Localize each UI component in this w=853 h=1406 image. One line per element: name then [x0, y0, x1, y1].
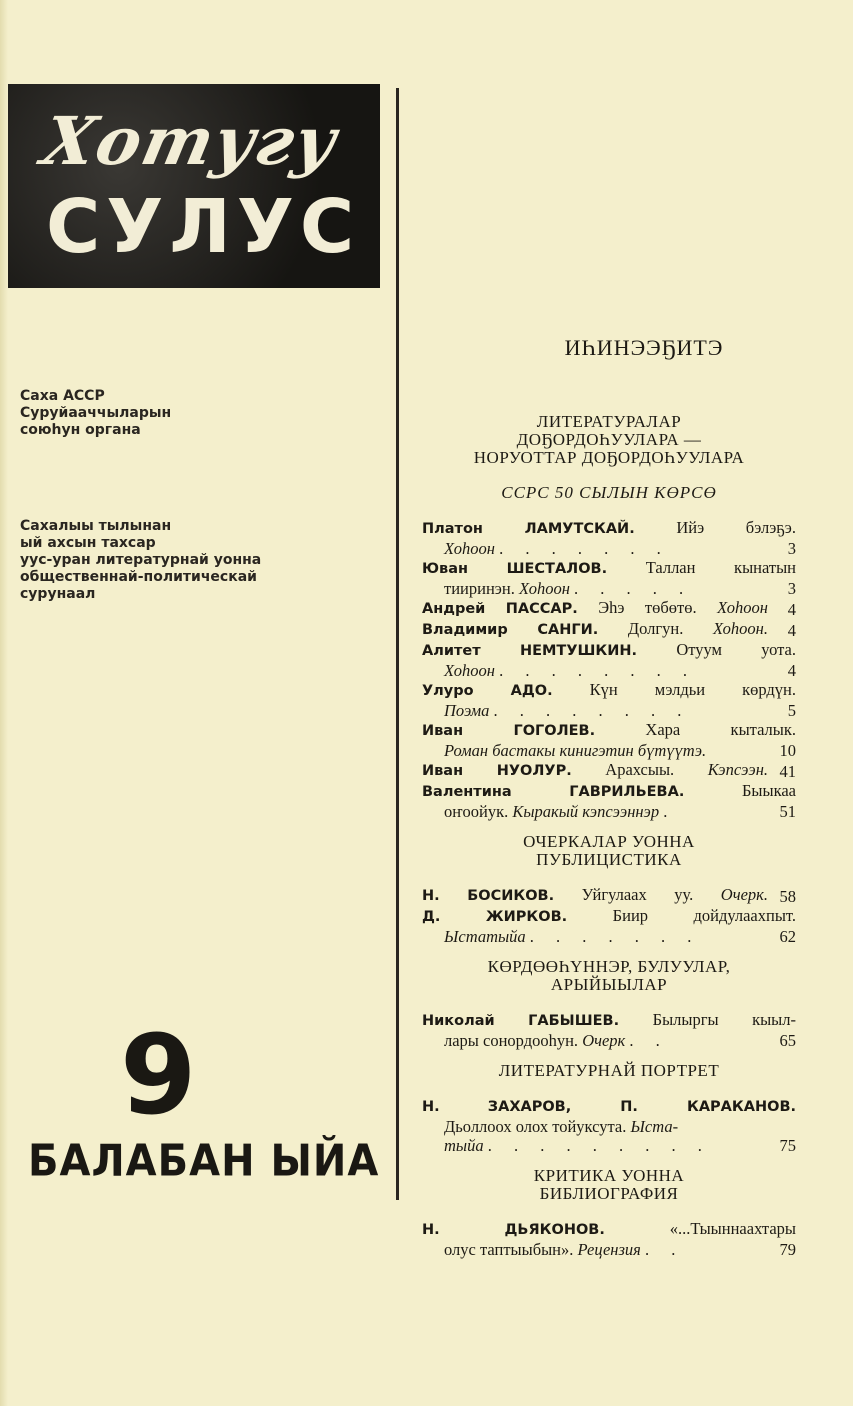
page-number: 51: [779, 802, 796, 821]
author-surname: НУОЛУР.: [496, 763, 572, 779]
entry-line: [422, 802, 796, 821]
work-title-cont: олус таптыыбын».: [444, 1240, 574, 1259]
work-genre: Хоһоон.: [712, 619, 768, 638]
work-genre: Кыракый кэпсээннэр: [512, 802, 660, 821]
toc-entry: [422, 1010, 796, 1050]
section-heading-line: БИБЛИОГРАФИЯ: [539, 1184, 679, 1203]
toc-entry: [422, 885, 796, 906]
author-surname: ДЬЯКОНОВ.: [504, 1222, 605, 1238]
author-surname: НЕМТУШКИН.: [519, 643, 638, 659]
work-title: «...Тыыннаахтары: [669, 1219, 796, 1238]
entry-line: [422, 906, 796, 927]
toc-entry: [422, 640, 796, 680]
column-divider: [396, 88, 399, 1200]
author-first-name: Д.: [422, 909, 441, 925]
table-of-contents: [422, 335, 797, 1259]
toc-entry: [422, 781, 796, 821]
work-title: Арахсыы.: [605, 760, 675, 779]
toc-entry: [422, 720, 796, 760]
entry-line: [422, 539, 796, 558]
work-title: Былыргы кыыл-: [652, 1010, 796, 1029]
magazine-logo: [8, 84, 380, 288]
entry-line: [422, 760, 796, 781]
author-surname: ШЕСТАЛОВ.: [506, 561, 608, 577]
page-number: 3: [787, 579, 796, 598]
work-genre: Хоһоон: [444, 661, 495, 680]
work-genre: Кэпсээн.: [707, 760, 769, 779]
entry-line: [422, 598, 796, 619]
dot-leader: . . . . .: [574, 579, 693, 598]
toc-entry: [422, 1219, 796, 1259]
work-title: Отуум уота.: [676, 640, 797, 659]
entry-line: [422, 1136, 796, 1155]
section-heading: [422, 1062, 796, 1080]
section-heading-line: ЛИТЕРАТУРНАЙ ПОРТРЕТ: [498, 1061, 720, 1080]
page-edge: [0, 0, 8, 1406]
page-number: 5: [787, 701, 796, 720]
author-surname: ГАБЫШЕВ.: [528, 1013, 620, 1029]
page-number: 4: [787, 600, 796, 619]
page-number: 3: [787, 539, 796, 558]
work-genre: Хоһоон: [518, 579, 570, 598]
section-heading-line: ОЧЕРКАЛАР УОННА: [523, 832, 695, 851]
work-title: Быыкаа: [741, 781, 796, 800]
entry-line: [422, 1219, 796, 1240]
page-number: 4: [787, 621, 796, 640]
dot-leader: . . . . . . .: [529, 927, 701, 946]
section-heading: [422, 413, 796, 467]
author-first-name: Иван: [422, 723, 464, 739]
section-heading: [422, 833, 796, 869]
author-first-name: Платон: [422, 521, 483, 537]
toc-entry: [422, 1096, 796, 1155]
entry-line: [422, 741, 796, 760]
section-heading-line: НОРУОТТАР ДОҔОРДОҺУУЛАРА: [473, 448, 745, 467]
entry-line: [422, 781, 796, 802]
work-genre: Очерк.: [720, 885, 768, 904]
publisher-info: [20, 388, 171, 439]
dot-leader: .: [663, 802, 677, 821]
page-number: 79: [779, 1240, 796, 1259]
author-first-name: Н.: [422, 1222, 440, 1238]
author-surname: ЛАМУТСКАЙ.: [524, 521, 635, 537]
description-line: уус-уран литературнай уонна: [20, 552, 262, 568]
work-title: Таллан кынатын: [645, 558, 797, 577]
issue-number: 9: [120, 1011, 197, 1139]
author-first-name: Николай: [422, 1013, 495, 1029]
author-first-name: Н.: [422, 888, 440, 904]
publisher-line: Саха АССР: [20, 388, 105, 404]
publisher-line: Суруйааччыларын: [20, 405, 172, 421]
dot-leader: . .: [629, 1031, 669, 1050]
logo-main-text: СУЛУС: [46, 184, 361, 270]
work-genre: Рецензия: [577, 1240, 641, 1259]
author-first-name: Алитет: [422, 643, 481, 659]
work-genre: Роман бастакы кинигэтин бүтүүтэ.: [444, 741, 707, 760]
section-heading-line: АРЫЙЫЫЛАР: [550, 975, 668, 994]
entry-line: [422, 1096, 796, 1117]
toc-entry: [422, 680, 796, 720]
entry-line: [422, 680, 796, 701]
author-first-name: Н.: [422, 1099, 440, 1115]
description-line: Сахалыы тылынан: [20, 518, 172, 534]
page-number: 58: [779, 887, 796, 906]
work-title: Биир дойдулаахпыт.: [612, 906, 797, 925]
logo-script-text: Хотугу: [35, 102, 346, 180]
entry-line: [422, 927, 796, 946]
publisher-line: союһун органа: [20, 422, 141, 438]
entry-line: [422, 1240, 796, 1259]
dot-leader: . . . . . . . .: [493, 701, 691, 720]
work-genre: Хоһоон: [444, 539, 495, 558]
author-first-name: Валентина: [422, 784, 512, 800]
page-number: 62: [779, 927, 796, 946]
page-number: 4: [787, 661, 796, 680]
author-first-name: Ювaн: [422, 561, 468, 577]
section-heading: [422, 958, 796, 994]
work-genre: Хоһоон: [717, 598, 768, 617]
entry-line: [422, 1031, 796, 1050]
work-title: Хара кыталык.: [645, 720, 797, 739]
entry-line: [422, 701, 796, 720]
section-heading-line: ЛИТЕРАТУРАЛАР: [536, 412, 682, 431]
entry-line: [422, 720, 796, 741]
page-number: 75: [779, 1136, 796, 1155]
section-heading-line: КӨРДӨӨҺҮННЭР, БУЛУУЛАР,: [487, 957, 731, 976]
toc-entry: [422, 760, 796, 781]
author-first-name: Владимир: [422, 622, 508, 638]
work-genre: Поэма: [444, 701, 490, 720]
entry-line: [422, 885, 796, 906]
toc-title: ИҺИНЭЭҔИТЭ: [564, 335, 724, 360]
section-subheading: ССРС 50 СЫЛЫН КӨРСӨ: [501, 483, 717, 502]
work-genre: Ыстатыйа: [444, 927, 526, 946]
entry-line: [422, 619, 796, 640]
toc-entry: [422, 558, 796, 598]
author-surname: ГОГОЛЕВ.: [513, 723, 596, 739]
work-title-cont: Дьоллоох олох тойуксута.: [444, 1117, 627, 1136]
work-title-cont: лары сонордооһун.: [444, 1031, 579, 1050]
work-title: Долгун.: [627, 619, 684, 638]
dot-leader: . . . . . . . .: [499, 661, 696, 680]
page-number: 10: [779, 741, 796, 760]
author-surname: ЖИРКОВ.: [485, 909, 568, 925]
entry-line: [422, 1010, 796, 1031]
page-number: 41: [779, 762, 796, 781]
work-genre-cont: тыйа: [444, 1136, 484, 1155]
dot-leader: . .: [644, 1240, 685, 1259]
author-surname: ГАВРИЛЬЕВА.: [569, 784, 685, 800]
entry-line: [422, 640, 796, 661]
work-title: Уйгулаах уу.: [581, 885, 694, 904]
issue-month: БАЛАБАН ЫЙА: [28, 1135, 380, 1187]
toc-entry: [422, 598, 796, 619]
section-heading-line: ДОҔОРДОҺУУЛАРА —: [516, 430, 702, 449]
page-number: 65: [779, 1031, 796, 1050]
dot-leader: . . . . . . . . .: [487, 1136, 711, 1155]
entry-line: [422, 661, 796, 680]
author-first-name: Андрей: [422, 601, 486, 617]
work-title: Күн мэлдьи көрдүн.: [589, 680, 797, 699]
author-surname: ЗАХАРОВ, П. КАРАКАНОВ.: [487, 1099, 797, 1115]
description-line: общественнай-политическай: [20, 569, 257, 585]
author-first-name: Иван: [422, 763, 464, 779]
work-genre: Очерк: [582, 1031, 626, 1050]
toc-entry: [422, 619, 796, 640]
author-surname: БОСИКОВ.: [467, 888, 555, 904]
magazine-description: [20, 518, 261, 603]
author-surname: ПАССАР.: [505, 601, 578, 617]
description-line: ый ахсын тахсар: [20, 535, 156, 551]
dot-leader: . . . . . . .: [499, 539, 670, 558]
author-surname: САНГИ.: [537, 622, 599, 638]
work-genre: Ыста-: [630, 1117, 679, 1136]
toc-entry: [422, 906, 796, 946]
section-heading-line: ПУБЛИЦИСТИКА: [536, 850, 682, 869]
section-heading-line: КРИТИКА УОННА: [533, 1166, 685, 1185]
section-heading: [422, 1167, 796, 1203]
entry-line: [422, 518, 796, 539]
description-line: сурунаал: [20, 586, 96, 602]
entry-line: [422, 579, 796, 598]
work-title-cont: тииринэн.: [444, 579, 515, 598]
work-title-cont: оҥоойук.: [444, 802, 509, 821]
entry-line: [422, 558, 796, 579]
toc-entry: [422, 518, 796, 558]
author-surname: АДО.: [510, 683, 553, 699]
entry-line: [422, 1117, 796, 1136]
author-first-name: Улуро: [422, 683, 474, 699]
work-title: Эһэ төбөтө.: [598, 598, 697, 617]
work-title: Ийэ бэлэҕэ.: [676, 518, 797, 537]
